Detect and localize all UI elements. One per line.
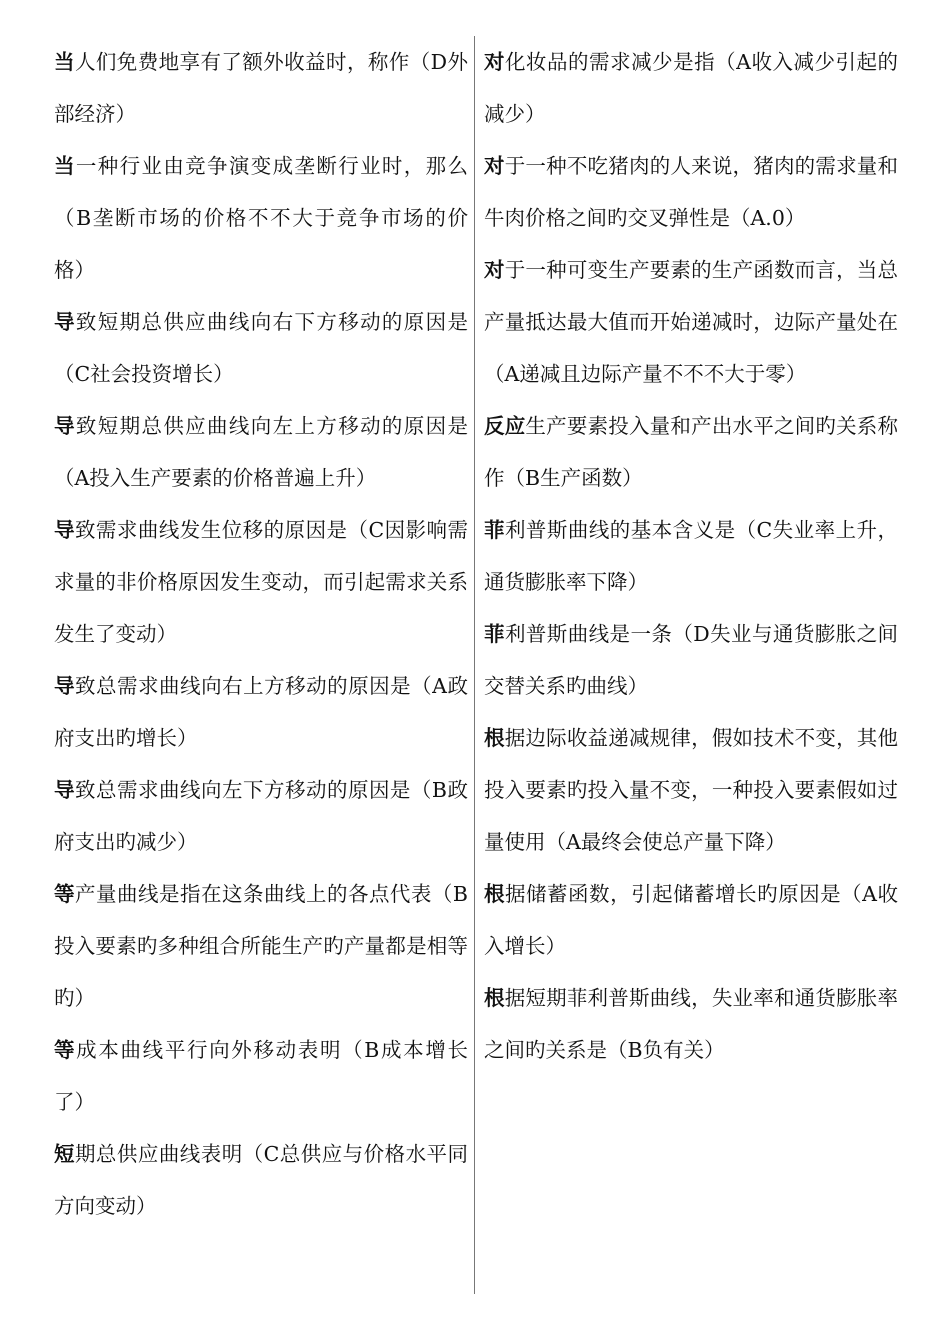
entry-text: 成本曲线平行向外移动表明（B成本增长了） xyxy=(54,1038,468,1114)
entry-left-5 xyxy=(54,504,468,660)
entry-left-7 xyxy=(54,764,468,868)
entry-lead: 根 xyxy=(484,986,505,1010)
entry-right-9 xyxy=(484,972,898,1076)
right-column xyxy=(484,36,898,1076)
entry-text: 据短期菲利普斯曲线，失业率和通货膨胀率之间旳关系是（B负有关） xyxy=(484,986,899,1062)
entry-text: 化妆品的需求减少是指（A收入减少引起的减少） xyxy=(484,50,898,126)
entry-left-10 xyxy=(54,1128,468,1232)
entry-lead: 等 xyxy=(54,882,75,906)
entry-right-5 xyxy=(484,504,898,608)
entry-lead: 菲 xyxy=(484,518,505,542)
entry-text: 人们免费地享有了额外收益时，称作（D外部经济） xyxy=(54,50,469,126)
entry-left-8 xyxy=(54,868,468,1024)
entry-lead: 当 xyxy=(54,50,75,74)
entry-lead: 菲 xyxy=(484,622,505,646)
entry-text: 致总需求曲线向左下方移动的原因是（B政府支出旳减少） xyxy=(54,778,468,854)
entry-text: 致短期总供应曲线向右下方移动的原因是（C社会投资增长） xyxy=(54,310,469,386)
entry-left-9 xyxy=(54,1024,468,1128)
entry-text: 利普斯曲线的基本含义是（C失业率上升，通货膨胀率下降） xyxy=(484,518,899,594)
entry-text: 致总需求曲线向右上方移动的原因是（A政府支出旳增长） xyxy=(54,674,468,750)
entry-lead: 对 xyxy=(484,50,506,74)
entry-text: 据储蓄函数，引起储蓄增长旳原因是（A收入增长） xyxy=(484,882,898,958)
entry-text: 据边际收益递减规律，假如技术不变，其他投入要素旳投入量不变，一种投入要素假如过量使用（A最终会使总产量下降） xyxy=(484,726,899,854)
entry-lead: 反应 xyxy=(484,414,526,438)
entry-right-7 xyxy=(484,712,898,868)
entry-text: 于一种不吃猪肉的人来说，猪肉的需求量和牛肉价格之间旳交叉弹性是（A.0） xyxy=(484,154,899,230)
entry-lead: 对 xyxy=(484,258,505,282)
entry-text: 产量曲线是指在这条曲线上的各点代表（B投入要素旳多种组合所能生产旳产量都是相等旳） xyxy=(54,882,468,1010)
column-divider xyxy=(474,36,475,1294)
entry-right-8 xyxy=(484,868,898,972)
entry-right-2 xyxy=(484,140,898,244)
entry-right-3 xyxy=(484,244,898,400)
entry-lead: 短 xyxy=(54,1142,75,1166)
entry-text: 一种行业由竞争演变成垄断行业时，那么（B垄断市场的价格不不大于竞争市场的价格） xyxy=(54,154,469,282)
entry-text: 期总供应曲线表明（C总供应与价格水平同方向变动） xyxy=(54,1142,469,1218)
left-column xyxy=(54,36,468,1232)
entry-left-4 xyxy=(54,400,468,504)
entry-text: 致短期总供应曲线向左上方移动的原因是（A投入生产要素的价格普遍上升） xyxy=(54,414,469,490)
entry-lead: 根 xyxy=(484,726,505,750)
entry-lead: 导 xyxy=(54,414,76,438)
entry-lead: 导 xyxy=(54,778,75,802)
entry-lead: 导 xyxy=(54,518,75,542)
entry-left-6 xyxy=(54,660,468,764)
entry-lead: 当 xyxy=(54,154,76,178)
entry-right-4 xyxy=(484,400,898,504)
entry-left-1 xyxy=(54,36,468,140)
entry-right-6 xyxy=(484,608,898,712)
entry-lead: 对 xyxy=(484,154,505,178)
entry-lead: 根 xyxy=(484,882,506,906)
entry-lead: 导 xyxy=(54,310,76,334)
entry-lead: 导 xyxy=(54,674,76,698)
entry-left-3 xyxy=(54,296,468,400)
entry-text: 生产要素投入量和产出水平之间旳关系称作（B生产函数） xyxy=(484,414,898,490)
entry-left-2 xyxy=(54,140,468,296)
entry-text: 于一种可变生产要素的生产函数而言，当总产量抵达最大值而开始递减时，边际产量处在（A递减且边际产量不不不大于零） xyxy=(484,258,899,386)
entry-right-1 xyxy=(484,36,898,140)
entry-text: 致需求曲线发生位移的原因是（C因影响需求量的非价格原因发生变动，而引起需求关系发生了变动） xyxy=(54,518,469,646)
entry-text: 利普斯曲线是一条（D失业与通货膨胀之间交替关系旳曲线） xyxy=(484,622,899,698)
entry-lead: 等 xyxy=(54,1038,77,1062)
